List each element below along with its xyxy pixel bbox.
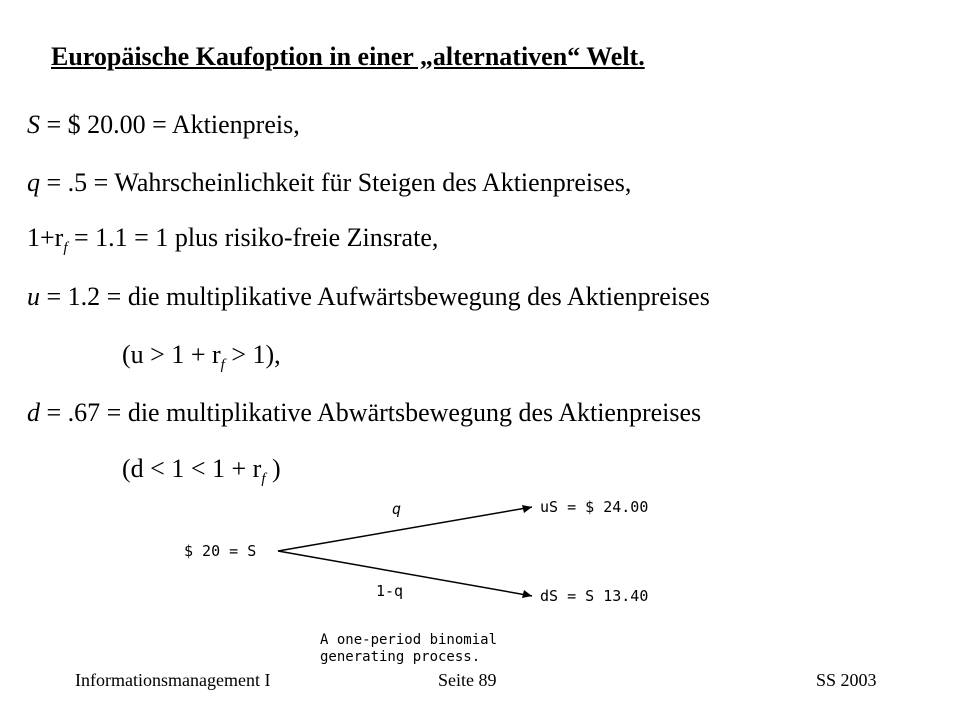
line-down-condition — [122, 454, 281, 488]
up-probability-label: q — [392, 500, 402, 518]
line-riskfree-rate — [27, 223, 438, 257]
var-q: q — [27, 168, 40, 197]
line-down-factor-text: = .67 = die multiplikative Abwärtsbewegung des Aktienpreises — [40, 398, 702, 427]
var-s: S — [27, 110, 40, 139]
d-cond-subscript: f — [261, 471, 266, 487]
down-arrowhead — [522, 590, 532, 598]
footer-page-number: Seite 89 — [438, 670, 497, 690]
diagram-caption — [320, 632, 497, 666]
line-up-condition — [122, 340, 281, 374]
u-cond-prefix: (u > 1 + r — [122, 340, 221, 369]
slide-title: Europäische Kaufoption in einer „alternativen“ Welt. — [51, 42, 645, 71]
up-branch — [278, 507, 532, 551]
root-node-label: $ 20 = S — [184, 542, 257, 560]
var-d: d — [27, 398, 40, 427]
rf-prefix: 1+r — [27, 223, 64, 252]
line-stock-price-text: = $ 20.00 = Aktienpreis, — [40, 110, 300, 139]
line-riskfree-text: = 1.1 = 1 plus risiko-freie Zinsrate, — [67, 223, 439, 252]
d-cond-text: ) — [265, 454, 281, 483]
line-up-factor — [27, 282, 710, 312]
up-node-label: uS = $ 24.00 — [540, 498, 649, 516]
var-u: u — [27, 282, 40, 311]
u-cond-subscript: f — [220, 357, 225, 373]
down-branch — [278, 551, 532, 596]
line-stock-price — [27, 110, 300, 140]
line-up-factor-text: = 1.2 = die multiplikative Aufwärtsbewegung des Aktienpreises — [40, 282, 710, 311]
caption-line-1: A one-period binomial — [320, 632, 498, 648]
d-cond-prefix: (d < 1 < 1 + r — [122, 454, 262, 483]
up-arrowhead — [522, 505, 532, 513]
footer-semester: SS 2003 — [816, 670, 877, 690]
line-probability — [27, 168, 631, 198]
u-cond-text: > 1), — [224, 340, 281, 369]
line-down-factor — [27, 398, 701, 428]
line-probability-text: = .5 = Wahrscheinlichkeit für Steigen des Aktienpreises, — [40, 168, 632, 197]
down-node-label: dS = S 13.40 — [540, 587, 649, 605]
footer-course: Informationsmanagement I — [75, 670, 271, 690]
down-probability-label: 1-q — [376, 582, 404, 600]
binomial-tree-diagram — [170, 492, 680, 672]
caption-line-2: generating process. — [320, 649, 481, 665]
rf-subscript: f — [63, 240, 68, 256]
